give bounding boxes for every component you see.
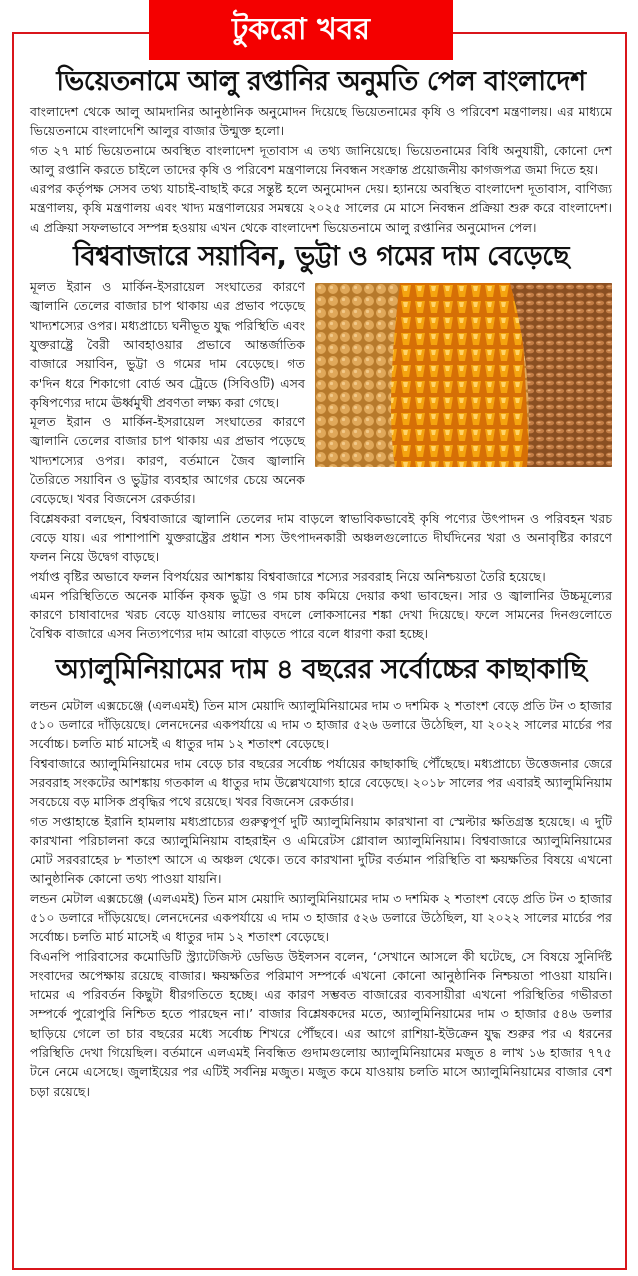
section-title: টুকরো খবর — [232, 11, 370, 47]
article-paragraph: গত সপ্তাহান্তে ইরানি হামলায় মধ্যপ্রাচ্যের গুরুত্বপূর্ণ দুটি অ্যালুমিনিয়াম কারখানা বা স্মেল্টার ক্ষতিগ্রস্ত হয়েছে। এ দুটি কারখানা পরিচালনা করে অ্যালুমিনিয়াম বাহরাইন ও এমিরেটস গ্লোবাল অ্যালুমিনিয়াম। বিশ্ববাজারে অ্যালুমিনিয়ামের মোট সরবরাহের ৮ শতাংশ আসে এ অঞ্চল থেকে। তবে কারখানা দুটির বর্তমান পরিস্থিতি বা ক্ষয়ক্ষতির বিষয়ে এখনো আনুষ্ঠানিক কোনো তথ্য পাওয়া যায়নি। — [30, 813, 612, 887]
article-paragraph: পর্যাপ্ত বৃষ্টির অভাবে ফলন বিপর্যয়ের আশঙ্কায় বিশ্ববাজারে শস্যের সরবরাহ নিয়ে অনিশ্চয়তা তৈরি হয়েছে। — [30, 568, 546, 584]
article-paragraph: বিশ্লেষকরা বলছেন, বিশ্ববাজারে জ্বালানি তেলের দাম বাড়লে স্বাভাবিকভাবেই কৃষি পণ্যের উৎপাদন ও পরিবহন খরচ বেড়ে যায়। এর পাশাপাশি যুক্তরাষ্ট্রের প্রধান শস্য উৎপাদনকারী অঞ্চলগুলোতে দীর্ঘদিনের খরা ও অনাবৃষ্টির কারণে ফলন নিয়ে উদ্বেগ বাড়ছে। — [30, 510, 612, 565]
grain-photo — [315, 283, 612, 467]
article-grain-prices — [30, 237, 612, 644]
article-headline: অ্যালুমিনিয়ামের দাম ৪ বছরের সর্বোচ্চের কাছাকাছি — [55, 653, 587, 685]
article-paragraph: মূলত ইরান ও মার্কিন-ইসরায়েল সংঘাতের কারণে জ্বালানি তেলের বাজার চাপ থাকায় এর প্রভাব পড়েছে খাদ্যশস্যের ওপর। মধ্যপ্রাচ্যে ঘনীভূত যুদ্ধ পরিস্থিতি এবং যুক্তরাষ্ট্রে বৈরী আবহাওয়ার প্রভাবে আন্তর্জাতিক বাজারে সয়াবিন, ভুট্টা ও গমের দাম বেড়েছে। গত ক'দিন ধরে শিকাগো বোর্ড অব ট্রেডে (সিবিওটি) এসব কৃষিপণ্যের দামে ঊর্ধ্বমুখী প্রবণতা লক্ষ্য করা গেছে। — [30, 279, 305, 410]
article-headline: ভিয়েতনামে আলু রপ্তানির অনুমতি পেল বাংলাদেশ — [56, 66, 586, 97]
article-paragraph: লন্ডন মেটাল এক্সচেঞ্জে (এলএমই) তিন মাস মেয়াদি অ্যালুমিনিয়ামের দাম ৩ দশমিক ২ শতাংশ বেড়ে প্রতি টন ৩ হাজার ৫১০ ডলারে দাঁড়িয়েছে। লেনদেনের একপর্যায়ে এ দাম ৩ হাজার ৫২৬ ডলারে উঠেছিল, যা ২০২২ সালের মার্চের পর সর্বোচ্চ। চলতি মার্চ মাসেই এ ধাতুর দাম ১২ শতাংশ বেড়েছে। — [30, 890, 612, 945]
article-paragraph: মূলত ইরান ও মার্কিন-ইসরায়েল সংঘাতের কারণে জ্বালানি তেলের বাজার চাপ থাকায় এর প্রভাব পড়েছে খাদ্যশস্যের ওপর। কারণ, বর্তমানে জৈব জ্বালানি তৈরিতে সয়াবিন ও ভুট্টার ব্যবহার আগের চেয়ে অনেক বেড়েছে। খবর বিজনেস রেকর্ডার। — [30, 414, 305, 507]
article-paragraph: বাংলাদেশ থেকে আলু আমদানির আনুষ্ঠানিক অনুমোদন দিয়েছে ভিয়েতনামের কৃষি ও পরিবেশ মন্ত্রণালয়। এর মাধ্যমে ভিয়েতনামে বাংলাদেশি আলুর বাজার উন্মুক্ত হলো। — [30, 104, 612, 139]
article-paragraph: এরপর কর্তৃপক্ষ সেসব তথ্য যাচাই-বাছাই করে সন্তুষ্ট হলে অনুমোদন দেয়। হ্যানয়ে অবস্থিত বাংলাদেশ দূতাবাস, বাণিজ্য মন্ত্রণালয়, কৃষি মন্ত্রণালয় এবং খাদ্য মন্ত্রণালয়ের সমন্বয়ে ২০২৫ সালের মে মাসে নিবন্ধন প্রক্রিয়া শুরু করে বাংলাদেশ। এ প্রক্রিয়া সফলভাবে সম্পন্ন হওয়ায় এখন থেকে বাংলাদেশ ভিয়েতনামে আলু রপ্তানির অনুমোদন পেল। — [30, 181, 612, 235]
article-paragraph: বিএনপি পারিবাসের কমোডিটি স্ট্র্যাটেজিস্ট ডেভিড উইলসন বলেন, ‘সেখানে আসলে কী ঘটেছে, সে বিষয়ে সুনির্দিষ্ট সংবাদের অপেক্ষায় রয়েছে বাজার। ক্ষয়ক্ষতির পরিমাণ সম্পর্কে এখনো কোনো আনুষ্ঠানিক নিশ্চয়তা পাওয়া যায়নি। দামের এ পরিবর্তন কিছুটা ধীরগতিতে হচ্ছে। এর কারণ সম্ভবত বাজারের ব্যবসায়ীরা এখনো পরিস্থিতির গভীরতা সম্পর্কে পুরোপুরি নিশ্চিত হতে পারছেন না।’ বাজার বিশ্লেষকদের মতে, অ্যালুমিনিয়ামের দাম ৩ হাজার ৫৪৬ ডলার ছাড়িয়ে গেলে তা চার বছরের মধ্যে সর্বোচ্চ শিখরে পৌঁছবে। এর আগে রাশিয়া-ইউক্রেন যুদ্ধ শুরুর পর এ ধরনের পরিস্থিতি দেখা গিয়েছিল। বর্তমানে এলএমই নিবন্ধিত গুদামগুলোয় অ্যালুমিনিয়ামের মজুত ৪ লাখ ১৬ হাজার ৭৭৫ টনে নেমে এসেছে। জুলাইয়ের পর এটিই সর্বনিম্ন মজুত। মজুত কমে যাওয়ায় চলতি মাসে অ্যালুমিনিয়ামের বাজার বেশ চড়া রয়েছে। — [30, 948, 612, 1099]
corn-region — [391, 283, 530, 467]
article-aluminium-price — [30, 650, 612, 1101]
article-potato-export — [30, 62, 612, 237]
article-paragraph: বিশ্ববাজারে অ্যালুমিনিয়ামের দাম বেড়ে চার বছরের সর্বোচ্চ পর্যায়ের কাছাকাছি পৌঁছেছে। মধ্যপ্রাচ্যে উত্তেজনার জেরে সরবরাহ সংকটের আশঙ্কায় গতকাল এ ধাতুর দাম উল্লেখযোগ্য হারে বেড়েছে। ২০১৮ সালের পর এবারই অ্যালুমিনিয়াম সবচেয়ে বড় মাসিক প্রবৃদ্ধির পথে রয়েছে। খবর বিজনেস রেকর্ডার। — [30, 755, 612, 810]
article-paragraph: এমন পরিস্থিতিতে অনেক মার্কিন কৃষক ভুট্টা ও গম চাষ কমিয়ে দেয়ার কথা ভাবছেন। সার ও জ্বালানির উচ্চমূল্যের কারণে চাষাবাদের খরচ বেড়ে যাওয়ায় লাভের বদলে লোকসানের শঙ্কা দেখা দিয়েছে। ফলে সামনের দিনগুলোতে বৈশ্বিক বাজারে এসব নিত্যপণ্যের দাম আরো বাড়তে পারে বলে ধারণা করা হচ্ছে। — [30, 587, 612, 642]
article-paragraph: লন্ডন মেটাল এক্সচেঞ্জে (এলএমই) তিন মাস মেয়াদি অ্যালুমিনিয়ামের দাম ৩ দশমিক ২ শতাংশ বেড়ে প্রতি টন ৩ হাজার ৫১০ ডলারে দাঁড়িয়েছে। লেনদেনের একপর্যায়ে এ দাম ৩ হাজার ৫২৬ ডলারে উঠেছিল, যা ২০২২ সালের মার্চের পর সর্বোচ্চ। চলতি মার্চ মাসেই এ ধাতুর দাম ১২ শতাংশ বেড়েছে। — [30, 697, 612, 752]
section-banner — [149, 0, 453, 60]
news-content — [30, 62, 612, 1101]
article-headline: বিশ্ববাজারে সয়াবিন, ভুট্টা ও গমের দাম বেড়েছে — [73, 241, 569, 273]
article-paragraph: গত ২৭ মার্চ ভিয়েতনামে অবস্থিত বাংলাদেশ দূতাবাস এ তথ্য জানিয়েছে। ভিয়েতনামের বিধি অনুযায়ী, কোনো দেশ আলু রপ্তানি করতে চাইলে তাদের কৃষি ও পরিবেশ মন্ত্রণালয়ে নিবন্ধন সংক্রান্ত প্রয়োজনীয় কাগজপত্র জমা দিতে হয়। — [30, 142, 612, 177]
